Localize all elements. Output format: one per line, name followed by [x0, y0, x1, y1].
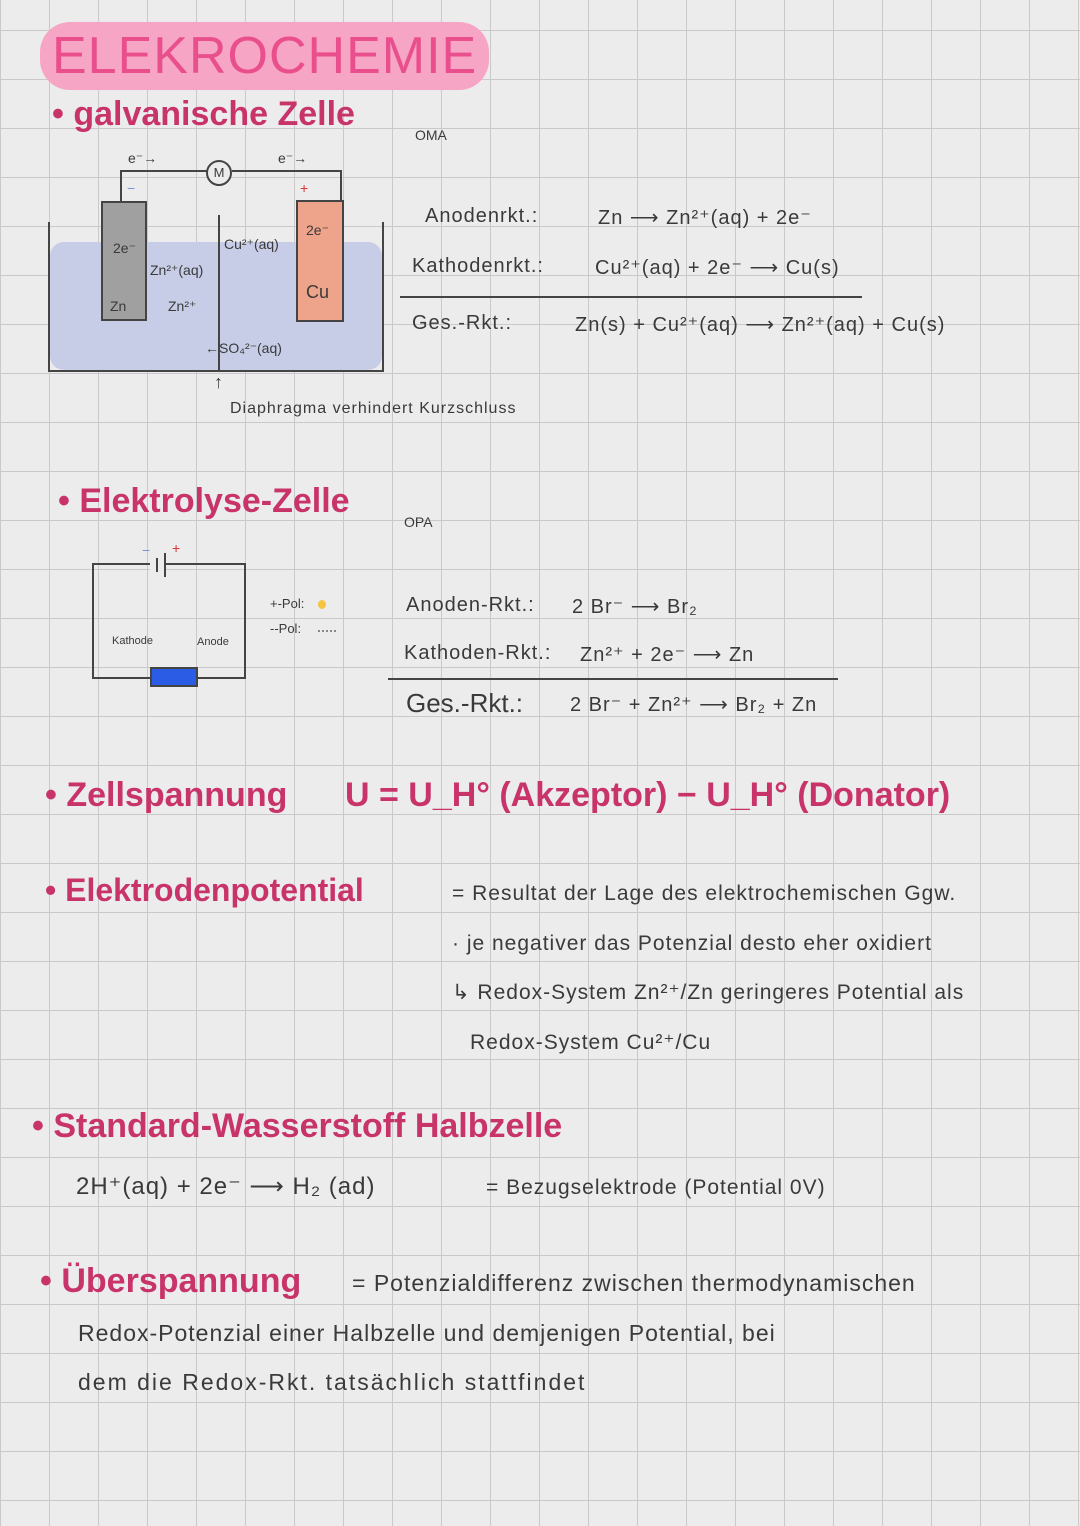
- text-line: = Potenzialdifferenz zwischen thermodynamischen: [352, 1270, 916, 1296]
- text-line: dem die Redox-Rkt. tatsächlich stattfindet: [78, 1369, 587, 1395]
- reaction-label: Kathoden-Rkt.:: [404, 642, 552, 664]
- ueberspannung-heading: • Überspannung: [40, 1262, 302, 1300]
- elektrodenpotential-heading: • Elektrodenpotential: [45, 872, 364, 908]
- text-line: Redox-Potenzial einer Halbzelle und demjenigen Potential, bei: [78, 1320, 776, 1346]
- text-line: = Resultat der Lage des elektrochemischen Ggw.: [452, 882, 957, 905]
- standard-note: = Bezugselektrode (Potential 0V): [486, 1176, 826, 1199]
- standard-heading: • Standard-Wasserstoff Halbzelle: [32, 1107, 563, 1145]
- plus-pol-label: +-Pol:: [270, 596, 305, 611]
- reaction-label: Anoden-Rkt.:: [406, 594, 535, 616]
- minus-sign: −: [127, 180, 136, 196]
- minus-sign: −: [142, 542, 151, 558]
- reaction-label: Ges.-Rkt.:: [412, 312, 513, 334]
- cu-electrons-label: 2e⁻: [306, 222, 329, 238]
- reaction-label: Kathodenrkt.:: [412, 255, 544, 277]
- reaction-equation: Zn(s) + Cu²⁺(aq) ⟶ Zn²⁺(aq) + Cu(s): [575, 314, 946, 336]
- galvanic-tag: OMA: [415, 127, 447, 143]
- reaction-equation: Cu²⁺(aq) + 2e⁻ ⟶ Cu(s): [595, 257, 840, 279]
- electron-flow-label: e⁻→: [128, 150, 158, 166]
- scribble-icon: [318, 626, 336, 632]
- zn-ion-label: Zn²⁺: [168, 298, 197, 314]
- zn-label: Zn: [110, 298, 127, 314]
- reaction-equation: 2 Br⁻ + Zn²⁺ ⟶ Br₂ + Zn: [570, 694, 818, 716]
- yellow-dot-icon: [318, 600, 326, 609]
- electrolysis-tag: OPA: [404, 514, 433, 530]
- standard-equation: 2H⁺(aq) + 2e⁻ ⟶ H₂ (ad): [76, 1173, 376, 1200]
- page-title: ELEKROCHEMIE: [40, 22, 489, 90]
- plus-sign: +: [172, 540, 181, 556]
- reaction-equation: 2 Br⁻ ⟶ Br₂: [572, 596, 698, 618]
- copper-electrode: [296, 200, 344, 322]
- reaction-equation: Zn ⟶ Zn²⁺(aq) + 2e⁻: [598, 207, 812, 229]
- reaction-label: Ges.-Rkt.:: [406, 688, 524, 718]
- zellspannung-formula: U = U_H° (Akzeptor) − U_H° (Donator): [345, 776, 951, 814]
- text-line: · je negativer das Potenzial desto eher oxidiert: [452, 932, 932, 955]
- galvanic-heading: • galvanische Zelle: [52, 95, 355, 133]
- zn-ion-label: Zn²⁺(aq): [150, 262, 204, 278]
- electrolysis-heading: • Elektrolyse-Zelle: [58, 482, 350, 520]
- diaphragm-note: Diaphragma verhindert Kurzschluss: [230, 400, 517, 417]
- reaction-equation: Zn²⁺ + 2e⁻ ⟶ Zn: [580, 644, 755, 666]
- electron-flow-label: e⁻→: [278, 150, 308, 166]
- kathode-label: Kathode: [112, 635, 153, 647]
- zellspannung-heading: • Zellspannung: [45, 776, 288, 814]
- cu-label: Cu: [306, 282, 330, 302]
- minus-pol-label: --Pol:: [270, 621, 302, 636]
- reaction-label: Anodenrkt.:: [425, 205, 539, 227]
- motor-icon: M: [206, 160, 232, 186]
- cu-ion-label: Cu²⁺(aq): [224, 236, 279, 252]
- anode-label: Anode: [197, 636, 229, 648]
- plus-sign: +: [300, 180, 309, 196]
- electrolyte-vessel: [150, 667, 198, 687]
- text-line: Redox-System Cu²⁺/Cu: [470, 1031, 712, 1054]
- sulfate-label: ←SO₄²⁻(aq): [205, 340, 282, 356]
- zn-electrons-label: 2e⁻: [113, 240, 136, 256]
- text-line: ↳ Redox-System Zn²⁺/Zn geringeres Potential als: [452, 981, 965, 1004]
